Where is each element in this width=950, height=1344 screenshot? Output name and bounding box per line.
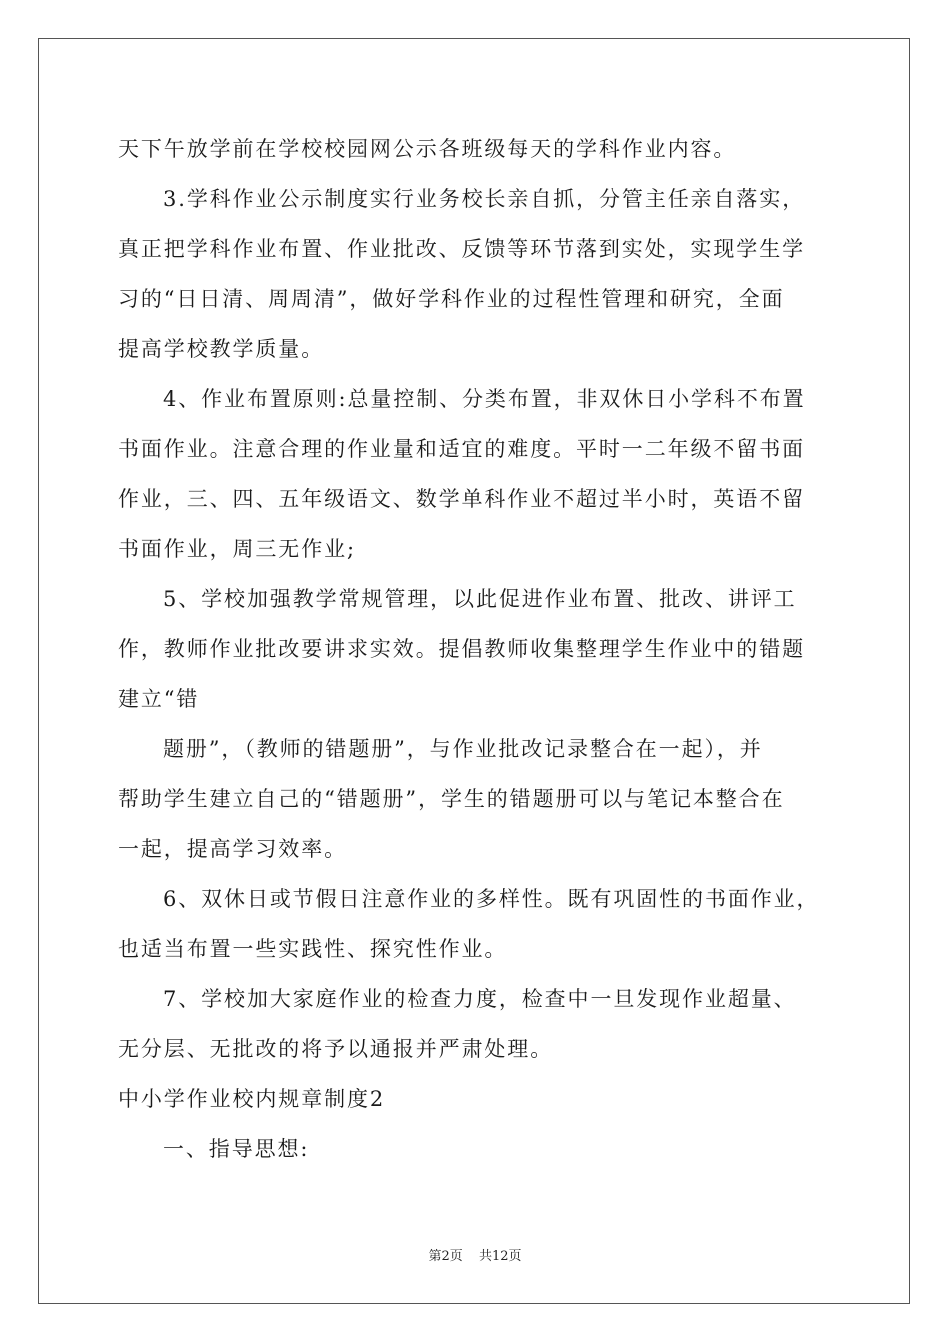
text-line: 习的“日日清、周周清”，做好学科作业的过程性管理和研究，全面	[118, 287, 785, 311]
text-line: 书面作业，周三无作业;	[118, 537, 356, 561]
text-line: 也适当布置一些实践性、探究性作业。	[118, 937, 508, 961]
text-line: 书面作业。注意合理的作业量和适宜的难度。平时一二年级不留书面	[118, 437, 805, 461]
page-footer	[0, 1245, 950, 1264]
text-line: 3.学科作业公示制度实行业务校长亲自抓，分管主任亲自落实，	[163, 187, 806, 211]
document-body	[118, 124, 838, 1174]
page-total: 共12页	[478, 1249, 522, 1264]
text-line: 6、双休日或节假日注意作业的多样性。既有巩固性的书面作业，	[163, 887, 820, 911]
text-line: 一、指导思想:	[163, 1137, 310, 1161]
text-line: 帮助学生建立自己的“错题册”，学生的错题册可以与笔记本整合在	[118, 787, 785, 811]
text-line: 5、学校加强教学常规管理，以此促进作业布置、批改、讲评工	[163, 587, 797, 611]
text-line: 提高学校教学质量。	[118, 337, 325, 361]
text-line: 7、学校加大家庭作业的检查力度，检查中一旦发现作业超量、	[163, 987, 797, 1011]
text-line: 4、作业布置原则:总量控制、分类布置，非双休日小学科不布置	[163, 387, 806, 411]
text-line: 中小学作业校内规章制度2	[118, 1087, 386, 1111]
text-line: 作，教师作业批改要讲求实效。提倡教师收集整理学生作业中的错题	[118, 637, 805, 661]
text-line: 天下午放学前在学校校园网公示各班级每天的学科作业内容。	[118, 137, 737, 161]
text-line: 一起，提高学习效率。	[118, 837, 347, 861]
text-line: 真正把学科作业布置、作业批改、反馈等环节落到实处，实现学生学	[118, 237, 805, 261]
text-line: 题册”，（教师的错题册”，与作业批改记录整合在一起），并	[163, 737, 763, 761]
text-line: 建立“错	[118, 687, 200, 711]
text-line: 作业，三、四、五年级语文、数学单科作业不超过半小时，英语不留	[118, 487, 805, 511]
page-number: 第2页	[428, 1249, 463, 1264]
text-line: 无分层、无批改的将予以通报并严肃处理。	[118, 1037, 554, 1061]
